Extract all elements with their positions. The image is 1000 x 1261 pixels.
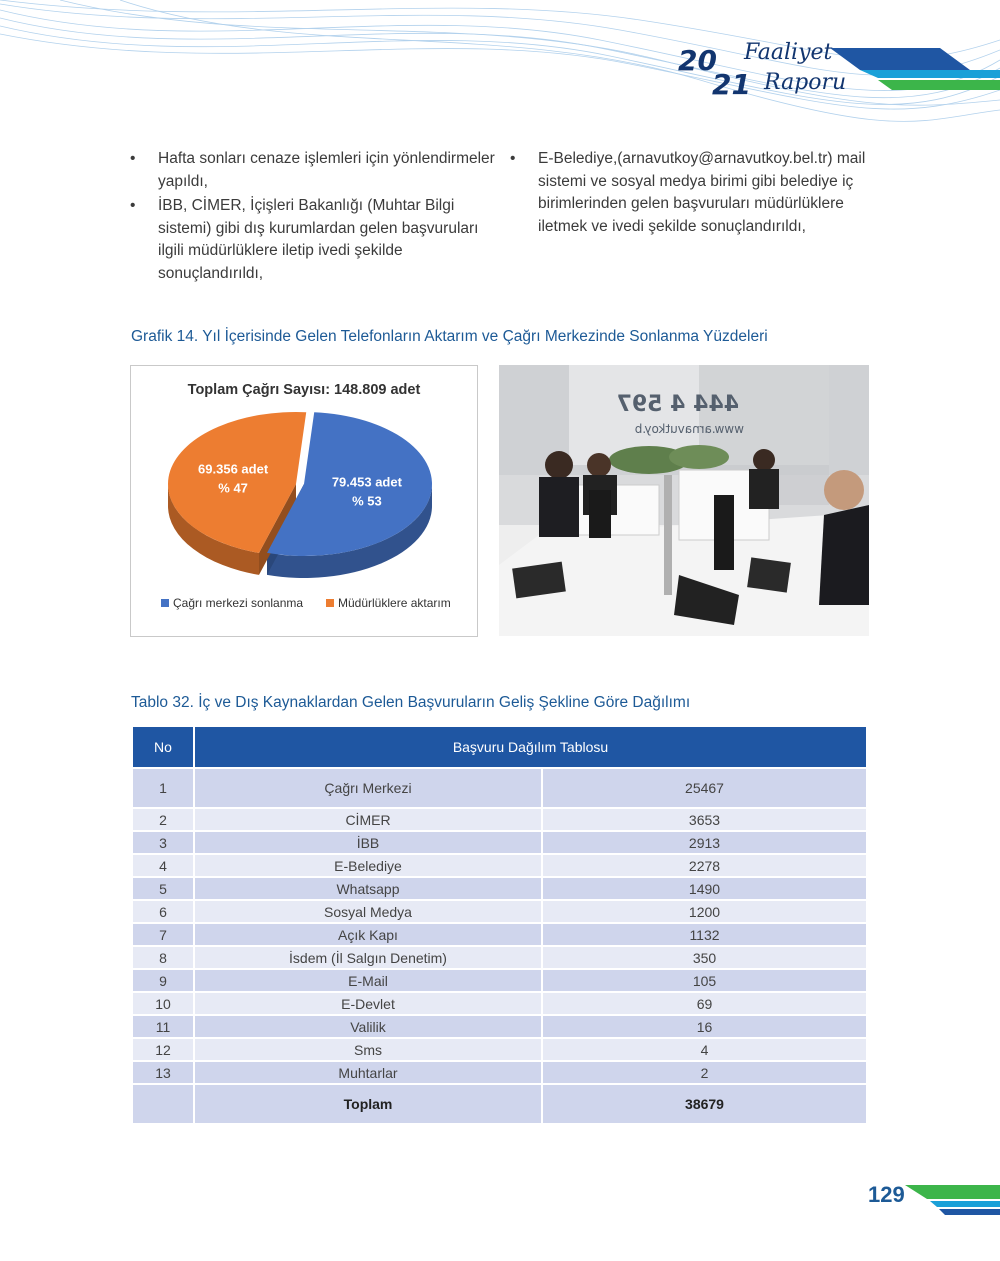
bullet-dot: • [510,150,516,167]
cell-name: Whatsapp [195,878,541,899]
legend-label-1: Müdürlüklere aktarım [338,596,451,610]
header-stripes [830,48,1000,92]
legend-swatch-0 [161,599,169,607]
footer-stripe [905,1185,1000,1215]
cell-no: 4 [133,855,193,876]
cell-value: 25467 [543,769,866,807]
table-caption: Tablo 32. İç ve Dış Kaynaklardan Gelen Başvuruların Geliş Şekline Göre Dağılımı [131,694,691,711]
cell-value: 1200 [543,901,866,922]
cell-name: E-Mail [195,970,541,991]
pie-chart-box [130,365,478,637]
table-row [133,1062,866,1083]
cell-name: Muhtarlar [195,1062,541,1083]
table-row [133,855,866,876]
total-value: 38679 [543,1085,866,1123]
cell-value: 16 [543,1016,866,1037]
bullet-text: İBB, CİMER, İçişleri Bakanlığı (Muhtar Bilgi sistemi) gibi dış kurumlardan gelen başvuruları ilgili müdürlüklere iletip ivedi şekilde sonuçlandırıldı, [158,197,479,282]
pie-label-0: 79.453 adet [331,474,402,490]
pie-label-1: 69.356 adet [198,461,269,477]
logo-year-top: 20 [678,44,717,77]
bullet-item [510,148,875,238]
cell-value: 2278 [543,855,866,876]
table-row [133,769,866,807]
total-label: Toplam [195,1085,541,1123]
logo-text-line2: Raporu [764,70,847,95]
logo-text-line1: Faaliyet [744,40,833,65]
cell-no: 5 [133,878,193,899]
table-total-row [133,1085,866,1123]
bullet-item [130,195,495,285]
table-row [133,832,866,853]
cell-name: Sosyal Medya [195,901,541,922]
table-row [133,993,866,1014]
cell-no: 9 [133,970,193,991]
cell-value: 350 [543,947,866,968]
cell-empty [133,1085,193,1123]
cell-no: 12 [133,1039,193,1060]
cell-value: 4 [543,1039,866,1060]
cell-no: 7 [133,924,193,945]
table-row [133,947,866,968]
cell-no: 10 [133,993,193,1014]
cell-no: 8 [133,947,193,968]
cell-value: 2 [543,1062,866,1083]
cell-name: E-Devlet [195,993,541,1014]
cell-no: 13 [133,1062,193,1083]
cell-no: 3 [133,832,193,853]
table-row [133,1016,866,1037]
application-distribution-table [131,725,868,1125]
page-number: 129 [868,1182,905,1207]
logo-year-bottom: 21 [712,68,751,101]
cell-value: 3653 [543,809,866,830]
header-no: No [133,727,193,767]
photo-sign-web: www.arnavutkoy.b [634,422,744,436]
cell-name: Sms [195,1039,541,1060]
cell-name: CİMER [195,809,541,830]
cell-value: 69 [543,993,866,1014]
figure-caption: Grafik 14. Yıl İçerisinde Gelen Telefonların Aktarım ve Çağrı Merkezinde Sonlanma Yüzdeleri [131,328,768,345]
bullet-text: Hafta sonları cenaze işlemleri için yönlendirmeler yapıldı, [158,150,495,190]
pie-label-0: % 53 [352,493,382,509]
legend-swatch-1 [326,599,334,607]
bullet-item [130,148,495,193]
bullet-dot: • [130,197,136,214]
pie-chart [131,366,477,636]
cell-value: 1490 [543,878,866,899]
bullet-dot: • [130,150,136,167]
cell-value: 1132 [543,924,866,945]
table-row [133,924,866,945]
header-title: Başvuru Dağılım Tablosu [195,727,866,767]
cell-no: 2 [133,809,193,830]
legend-label-0: Çağrı merkezi sonlanma [173,596,304,610]
cell-no: 6 [133,901,193,922]
cell-value: 2913 [543,832,866,853]
cell-no: 11 [133,1016,193,1037]
table-row [133,1039,866,1060]
report-logo [672,40,852,110]
text-column-left [130,148,495,287]
pie-label-1: % 47 [218,480,248,496]
cell-name: Açık Kapı [195,924,541,945]
cell-name: İBB [195,832,541,853]
table-row [133,809,866,830]
cell-name: E-Belediye [195,855,541,876]
call-center-photo [499,365,869,636]
text-column-right [510,148,875,240]
table-header-row [133,727,866,767]
table-row [133,901,866,922]
table-row [133,970,866,991]
cell-no: 1 [133,769,193,807]
cell-value: 105 [543,970,866,991]
chart-title: Toplam Çağrı Sayısı: 148.809 adet [187,382,421,398]
cell-name: İsdem (İl Salgın Denetim) [195,947,541,968]
cell-name: Çağrı Merkezi [195,769,541,807]
cell-name: Valilik [195,1016,541,1037]
photo-sign-phone: 444 4 597 [616,392,739,417]
table-row [133,878,866,899]
bullet-text: E-Belediye,(arnavutkoy@arnavutkoy.bel.tr) mail sistemi ve sosyal medya birimi gibi belediye iç birimlerinden gelen başvuruları müdürlüklere iletmek ve ivedi şekilde sonuçlandırıldı, [538,150,866,235]
